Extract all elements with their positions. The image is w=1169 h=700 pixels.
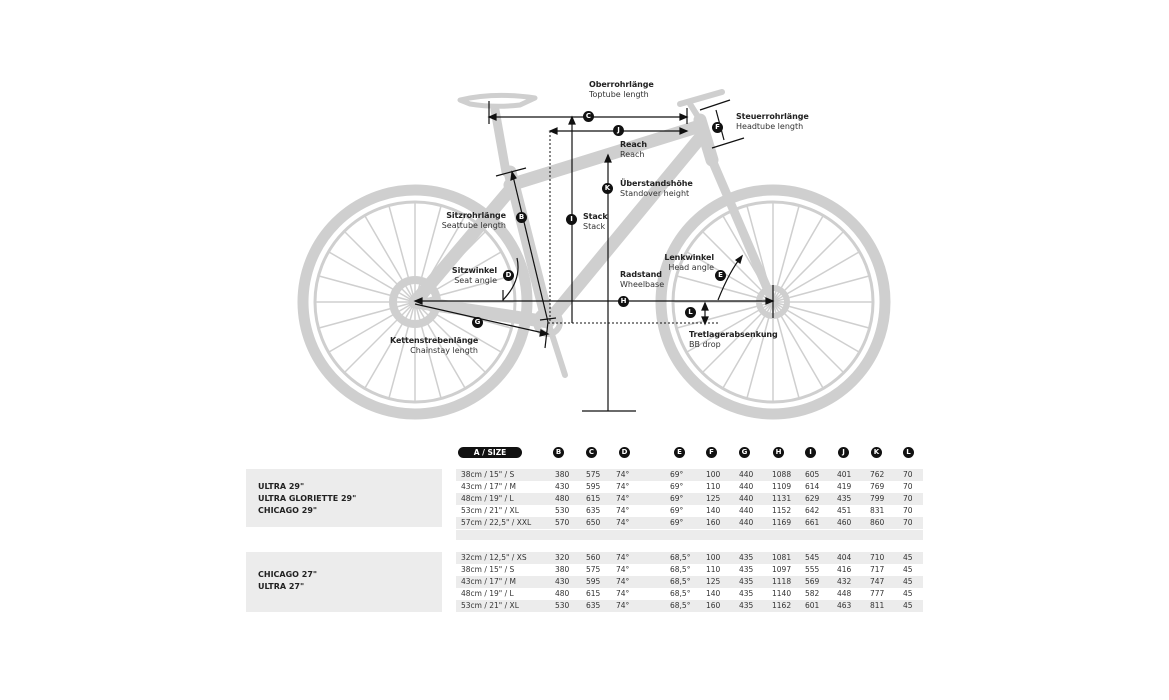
value-cell: 160: [706, 518, 721, 527]
col-header-i: I: [805, 447, 816, 458]
marker-l: L: [685, 307, 696, 318]
value-cell: 614: [805, 482, 820, 491]
value-cell: 661: [805, 518, 820, 527]
model-name: CHICAGO 29": [258, 506, 318, 515]
col-header-l: L: [903, 447, 914, 458]
value-cell: 68,5°: [670, 565, 691, 574]
value-cell: 463: [837, 601, 852, 610]
value-cell: 70: [903, 470, 913, 479]
value-cell: 160: [706, 601, 721, 610]
value-cell: 448: [837, 589, 852, 598]
size-cell: 53cm / 21" / XL: [461, 601, 519, 610]
model-names: [258, 569, 317, 593]
value-cell: 605: [805, 470, 820, 479]
value-cell: 635: [586, 506, 601, 515]
size-cell: 48cm / 19" / L: [461, 589, 514, 598]
value-cell: 615: [586, 494, 601, 503]
col-header-d: D: [619, 447, 630, 458]
value-cell: 480: [555, 494, 570, 503]
value-cell: 440: [739, 518, 754, 527]
table-row: [456, 469, 923, 481]
label-headtube: Steuerrohrlänge Headtube length: [736, 112, 809, 131]
value-cell: 70: [903, 494, 913, 503]
marker-g: G: [472, 317, 483, 328]
value-cell: 440: [739, 470, 754, 479]
value-cell: 1109: [772, 482, 792, 491]
value-cell: 811: [870, 601, 885, 610]
value-cell: 74°: [616, 506, 630, 515]
value-cell: 68,5°: [670, 601, 691, 610]
value-cell: 569: [805, 577, 820, 586]
value-cell: 45: [903, 565, 913, 574]
value-cell: 432: [837, 577, 852, 586]
value-cell: 440: [739, 506, 754, 515]
table-row: [456, 576, 923, 588]
marker-c: C: [583, 111, 594, 122]
value-cell: 404: [837, 553, 852, 562]
marker-f: F: [712, 122, 723, 133]
table-row: [456, 505, 923, 517]
value-cell: 69°: [670, 494, 684, 503]
value-cell: 601: [805, 601, 820, 610]
value-cell: 460: [837, 518, 852, 527]
value-cell: 575: [586, 470, 601, 479]
value-cell: 125: [706, 494, 721, 503]
label-bbdrop: Tretlagerabsenkung BB drop: [689, 330, 778, 349]
value-cell: 435: [837, 494, 852, 503]
table-row: [456, 600, 923, 612]
value-cell: 530: [555, 601, 570, 610]
value-cell: 69°: [670, 506, 684, 515]
value-cell: 74°: [616, 565, 630, 574]
model-name: CHICAGO 27": [258, 570, 318, 579]
value-cell: 70: [903, 518, 913, 527]
value-cell: 777: [870, 589, 885, 598]
value-cell: 762: [870, 470, 885, 479]
value-cell: 555: [805, 565, 820, 574]
value-cell: 45: [903, 589, 913, 598]
marker-e: E: [715, 270, 726, 281]
size-cell: 43cm / 17" / M: [461, 482, 517, 491]
model-name: ULTRA 27": [258, 582, 305, 591]
value-cell: 629: [805, 494, 820, 503]
marker-h: H: [618, 296, 629, 307]
size-cell: 48cm / 19" / L: [461, 494, 514, 503]
value-cell: 545: [805, 553, 820, 562]
value-cell: 860: [870, 518, 885, 527]
value-cell: 710: [870, 553, 885, 562]
marker-j: J: [613, 125, 624, 136]
value-cell: 125: [706, 577, 721, 586]
value-cell: 747: [870, 577, 885, 586]
value-cell: 416: [837, 565, 852, 574]
value-cell: 140: [706, 506, 721, 515]
value-cell: 1131: [772, 494, 792, 503]
model-name: ULTRA GLORIETTE 29": [258, 494, 357, 503]
label-toptube: Oberrohrlänge Toptube length: [589, 80, 654, 99]
size-cell: 32cm / 12,5" / XS: [461, 553, 527, 562]
value-cell: 769: [870, 482, 885, 491]
value-cell: 560: [586, 553, 601, 562]
value-cell: 70: [903, 506, 913, 515]
value-cell: 1088: [772, 470, 792, 479]
value-cell: 595: [586, 482, 601, 491]
value-cell: 1118: [772, 577, 792, 586]
value-cell: 595: [586, 577, 601, 586]
value-cell: 110: [706, 565, 721, 574]
value-cell: 69°: [670, 470, 684, 479]
value-cell: 1152: [772, 506, 792, 515]
value-cell: 110: [706, 482, 721, 491]
value-cell: 380: [555, 565, 570, 574]
size-cell: 53cm / 21" / XL: [461, 506, 519, 515]
value-cell: 435: [739, 553, 754, 562]
table-header-row: [0, 446, 1169, 460]
value-cell: 74°: [616, 494, 630, 503]
value-cell: 70: [903, 482, 913, 491]
table-row: [456, 564, 923, 576]
value-cell: 69°: [670, 482, 684, 491]
col-header-k: K: [871, 447, 882, 458]
value-cell: 140: [706, 589, 721, 598]
value-cell: 570: [555, 518, 570, 527]
value-cell: 831: [870, 506, 885, 515]
value-cell: 575: [586, 565, 601, 574]
table-row: [456, 481, 923, 493]
col-header-f: F: [706, 447, 717, 458]
value-cell: 45: [903, 601, 913, 610]
value-cell: 419: [837, 482, 852, 491]
value-cell: 68,5°: [670, 553, 691, 562]
value-cell: 100: [706, 470, 721, 479]
label-seattube: Sitzrohrlänge Seattube length: [441, 211, 506, 230]
model-group-27: [246, 552, 923, 614]
value-cell: 642: [805, 506, 820, 515]
table-row: [456, 588, 923, 600]
value-cell: 615: [586, 589, 601, 598]
value-cell: 480: [555, 589, 570, 598]
table-row: [456, 552, 923, 564]
col-header-j: J: [838, 447, 849, 458]
value-cell: 100: [706, 553, 721, 562]
col-header-b: B: [553, 447, 564, 458]
model-name: ULTRA 29": [258, 482, 305, 491]
col-header-c: C: [586, 447, 597, 458]
measurement-lines: [415, 100, 773, 411]
size-cell: 38cm / 15" / S: [461, 565, 515, 574]
model-names: [258, 481, 356, 517]
label-wheelbase: Radstand Wheelbase: [620, 270, 665, 289]
model-group-29: [246, 469, 923, 539]
value-cell: 74°: [616, 553, 630, 562]
value-cell: 1140: [772, 589, 792, 598]
label-chainstay: Kettenstrebenlänge Chainstay length: [390, 336, 479, 355]
value-cell: 440: [739, 482, 754, 491]
row-divider: [456, 530, 923, 540]
value-cell: 799: [870, 494, 885, 503]
value-cell: 717: [870, 565, 885, 574]
value-cell: 74°: [616, 577, 630, 586]
marker-b: B: [516, 212, 527, 223]
value-cell: 635: [586, 601, 601, 610]
value-cell: 435: [739, 601, 754, 610]
value-cell: 440: [739, 494, 754, 503]
label-stack: Stack Stack: [583, 212, 608, 231]
value-cell: 430: [555, 482, 570, 491]
col-header-e: E: [674, 447, 685, 458]
value-cell: 1097: [772, 565, 792, 574]
label-headangle: Lenkwinkel Head angle: [664, 253, 714, 272]
table-row: [456, 493, 923, 505]
table-row: [456, 517, 923, 529]
size-cell: 57cm / 22,5" / XXL: [461, 518, 532, 527]
marker-i: I: [566, 214, 577, 225]
value-cell: 435: [739, 589, 754, 598]
value-cell: 435: [739, 577, 754, 586]
size-column-header: A / SIZE: [458, 447, 522, 458]
value-cell: 451: [837, 506, 852, 515]
value-cell: 582: [805, 589, 820, 598]
label-reach: Reach Reach: [620, 140, 647, 159]
value-cell: 74°: [616, 589, 630, 598]
value-cell: 74°: [616, 518, 630, 527]
marker-d: D: [503, 270, 514, 281]
value-cell: 69°: [670, 518, 684, 527]
value-cell: 68,5°: [670, 577, 691, 586]
marker-k: K: [602, 183, 613, 194]
size-cell: 43cm / 17" / M: [461, 577, 517, 586]
value-cell: 380: [555, 470, 570, 479]
value-cell: 320: [555, 553, 570, 562]
value-cell: 430: [555, 577, 570, 586]
label-standover: Überstandshöhe Standover height: [620, 179, 693, 198]
value-cell: 435: [739, 565, 754, 574]
value-cell: 74°: [616, 482, 630, 491]
value-cell: 74°: [616, 601, 630, 610]
value-cell: 1169: [772, 518, 792, 527]
geometry-table: [0, 440, 1169, 700]
value-cell: 401: [837, 470, 852, 479]
col-header-g: G: [739, 447, 750, 458]
value-cell: 74°: [616, 470, 630, 479]
value-cell: 1081: [772, 553, 792, 562]
value-cell: 650: [586, 518, 601, 527]
value-cell: 530: [555, 506, 570, 515]
value-cell: 68,5°: [670, 589, 691, 598]
col-header-h: H: [773, 447, 784, 458]
size-cell: 38cm / 15" / S: [461, 470, 515, 479]
value-cell: 1162: [772, 601, 792, 610]
label-seatangle: Sitzwinkel Seat angle: [451, 266, 497, 285]
value-cell: 45: [903, 577, 913, 586]
value-cell: 45: [903, 553, 913, 562]
